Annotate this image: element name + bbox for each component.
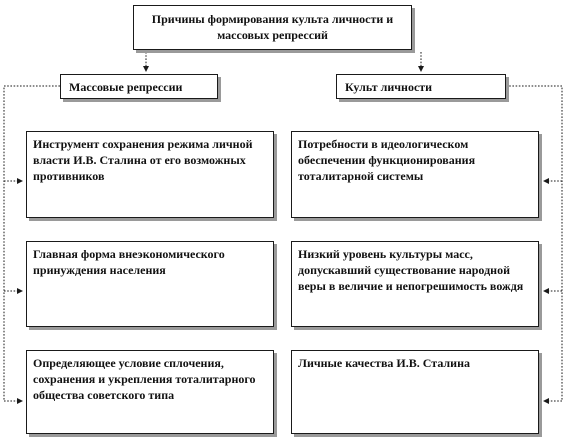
right-item-box — [291, 350, 539, 434]
left-item-text: Главная форма внеэкономического принуждения населения — [33, 247, 225, 277]
right-heading-box — [336, 74, 506, 99]
title-text: Причины формирования культа личности и массовых репрессий — [151, 12, 394, 42]
right-item-text: Потребности в идеологическом обеспечении функционирования тоталитарной системы — [298, 137, 476, 183]
left-heading-box — [60, 74, 218, 99]
left-item-box — [26, 131, 274, 218]
right-item-box — [291, 241, 539, 327]
right-item-box — [291, 131, 539, 218]
left-item-box — [26, 241, 274, 327]
title-box — [133, 5, 412, 50]
right-item-text: Личные качества И.В. Сталина — [298, 356, 470, 370]
left-heading-text: Массовые репрессии — [69, 80, 183, 94]
left-item-text: Определяющее условие сплочения, сохранения и укрепления тоталитарного общества советского типа — [33, 356, 256, 402]
left-item-text: Инструмент сохранения режима личной власти И.В. Сталина от его возможных противников — [33, 137, 253, 183]
right-heading-text: Культ личности — [345, 80, 433, 94]
left-item-box — [26, 350, 274, 434]
right-item-text: Низкий уровень культуры масс, допускавший существование народной веры в величие и непогрешимость вождя — [298, 247, 524, 293]
